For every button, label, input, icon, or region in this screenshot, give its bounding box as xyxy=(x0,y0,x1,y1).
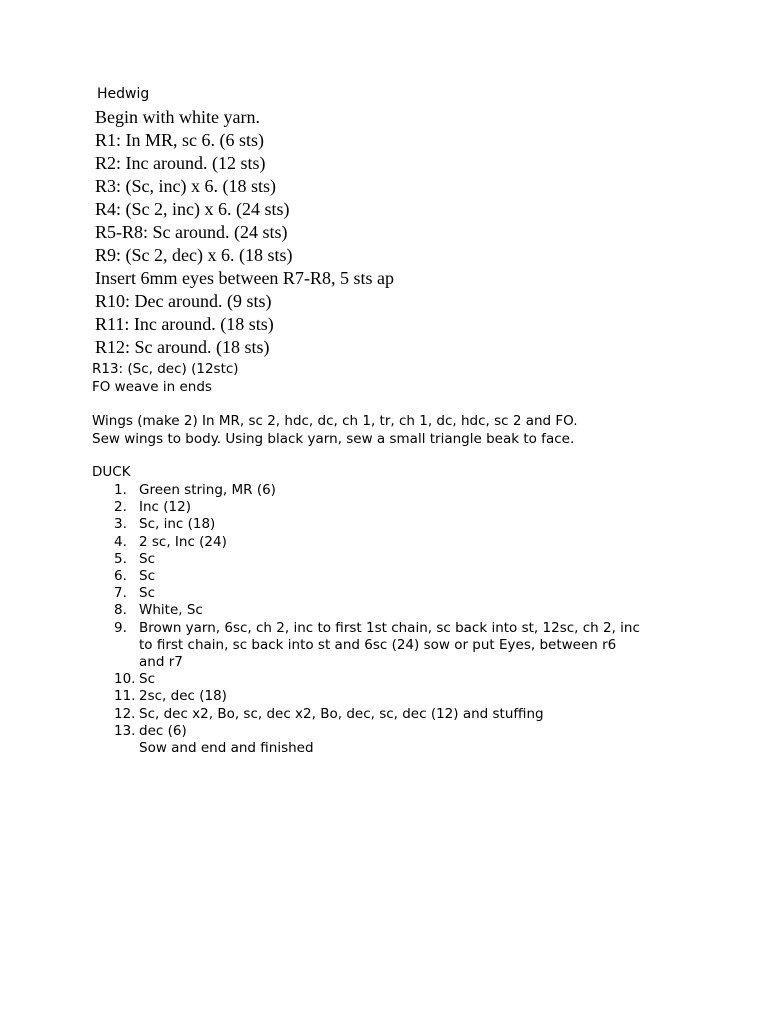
step-text: Inc (12) xyxy=(139,499,191,516)
step-number: 11. xyxy=(114,688,136,705)
list-item xyxy=(92,706,712,723)
step-text-continued: Sow and end and finished xyxy=(139,740,314,757)
hedwig-row: Begin with white yarn. xyxy=(95,107,260,127)
pattern-title: Hedwig xyxy=(97,86,150,102)
step-number: 10. xyxy=(114,671,136,688)
list-item xyxy=(92,688,712,705)
step-number: 8. xyxy=(114,602,127,619)
step-number: 7. xyxy=(114,585,127,602)
step-text: White, Sc xyxy=(139,602,203,619)
step-number: 6. xyxy=(114,568,127,585)
step-number: 9. xyxy=(114,619,127,636)
hedwig-row: R5-R8: Sc around. (24 sts) xyxy=(95,222,288,242)
hedwig-row: R9: (Sc 2, dec) x 6. (18 sts) xyxy=(95,245,293,265)
step-number: 5. xyxy=(114,550,127,567)
list-item xyxy=(92,620,712,672)
step-number: 2. xyxy=(114,499,127,516)
step-text: Sc, dec x2, Bo, sc, dec x2, Bo, dec, sc, dec (12) and stuffing xyxy=(139,705,544,722)
duck-heading: DUCK xyxy=(92,464,131,480)
step-text: Green string, MR (6) xyxy=(139,482,276,498)
list-item xyxy=(92,671,712,688)
list-item xyxy=(92,551,712,568)
step-text-continued: and r7 xyxy=(139,654,183,671)
wings-line: Wings (make 2) In MR, sc 2, hdc, dc, ch 1, tr, ch 1, dc, hdc, sc 2 and FO. xyxy=(92,413,578,429)
hedwig-row: R11: Inc around. (18 sts) xyxy=(95,314,274,334)
hedwig-row: R1: In MR, sc 6. (6 sts) xyxy=(95,130,265,150)
step-text-continued: to first chain, sc back into st and 6sc (24) sow or put Eyes, between r6 xyxy=(139,636,617,653)
wings-line: Sew wings to body. Using black yarn, sew a small triangle beak to face. xyxy=(92,430,575,447)
hedwig-instructions xyxy=(95,106,413,359)
list-item xyxy=(92,499,712,516)
hedwig-row: R3: (Sc, inc) x 6. (18 sts) xyxy=(95,176,276,196)
step-text: 2 sc, Inc (24) xyxy=(139,533,227,550)
step-number: 4. xyxy=(114,533,127,550)
list-item xyxy=(92,723,712,757)
step-number: 1. xyxy=(114,482,127,498)
list-item xyxy=(92,602,712,619)
step-text: Sc xyxy=(139,585,155,602)
step-text: dec (6) xyxy=(139,722,187,739)
list-item xyxy=(92,585,712,602)
step-text: Sc xyxy=(139,568,155,585)
step-number: 12. xyxy=(114,705,136,722)
step-text: 2sc, dec (18) xyxy=(139,688,227,705)
step-text: Sc xyxy=(139,550,155,567)
step-text: Sc, inc (18) xyxy=(139,516,216,533)
step-number: 3. xyxy=(114,516,127,533)
hedwig-finish xyxy=(92,361,239,396)
hedwig-row: R4: (Sc 2, inc) x 6. (24 sts) xyxy=(95,199,290,219)
list-item xyxy=(92,534,712,551)
list-item xyxy=(92,482,712,499)
list-item xyxy=(92,568,712,585)
list-item xyxy=(92,516,712,533)
hedwig-row: Insert 6mm eyes between R7-R8, 5 sts ap xyxy=(95,268,394,288)
hedwig-row: R2: Inc around. (12 sts) xyxy=(95,153,266,173)
finish-row: FO weave in ends xyxy=(92,378,212,395)
hedwig-row: R12: Sc around. (18 sts) xyxy=(95,337,270,357)
finish-row: R13: (Sc, dec) (12stc) xyxy=(92,361,239,377)
step-number: 13. xyxy=(114,722,136,739)
wings-instructions xyxy=(92,413,578,448)
duck-steps-list xyxy=(92,482,712,757)
hedwig-row: R10: Dec around. (9 sts) xyxy=(95,291,272,311)
step-text: Sc xyxy=(139,671,155,688)
step-text: Brown yarn, 6sc, ch 2, inc to first 1st chain, sc back into st, 12sc, ch 2, inc xyxy=(139,619,640,636)
